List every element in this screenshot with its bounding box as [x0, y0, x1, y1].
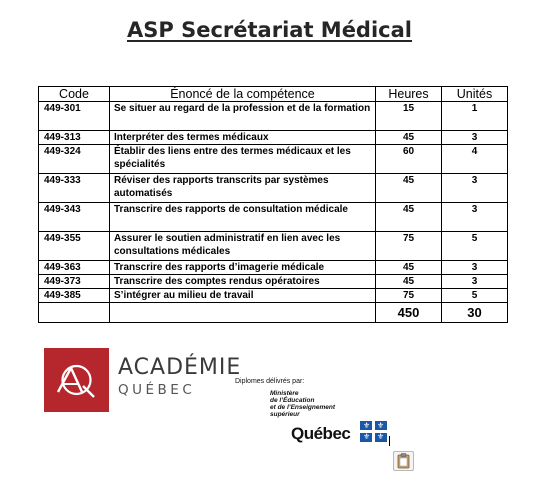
table-row — [39, 102, 508, 131]
row-statement: Assurer le soutien administratif en lien avec les consultations médicales — [110, 232, 376, 261]
ministry-line: de l’Éducation — [270, 397, 315, 404]
total-empty-code — [39, 303, 110, 323]
table-total-row — [39, 303, 508, 323]
row-units: 5 — [442, 289, 508, 303]
logo-name: ACADÉMIE — [118, 355, 242, 380]
table-row — [39, 145, 508, 174]
table-row — [39, 131, 508, 145]
row-hours: 75 — [376, 289, 442, 303]
aq-monogram-icon — [44, 348, 109, 412]
row-hours: 75 — [376, 232, 442, 261]
table-row — [39, 174, 508, 203]
header-statement: Énoncé de la compétence — [110, 87, 376, 102]
table-row — [39, 232, 508, 261]
row-hours: 45 — [376, 203, 442, 232]
row-units: 3 — [442, 261, 508, 275]
table-header-row — [39, 87, 508, 102]
row-units: 3 — [442, 203, 508, 232]
ministry-name — [270, 390, 335, 418]
diplomas-delivered-label: Diplomes délivrés par: — [235, 378, 305, 385]
row-units: 3 — [442, 131, 508, 145]
row-code: 449-343 — [39, 203, 110, 232]
header-hours: Heures — [376, 87, 442, 102]
row-code: 449-333 — [39, 174, 110, 203]
fleur-de-lis-icon: ⚜ — [363, 432, 371, 441]
fleur-de-lis-icon: ⚜ — [363, 421, 371, 430]
header-code: Code — [39, 87, 110, 102]
quebec-flag-icon — [360, 421, 387, 442]
competency-table — [38, 86, 508, 323]
clipboard-icon — [394, 452, 413, 470]
row-hours: 15 — [376, 102, 442, 131]
clipboard-paste-icon[interactable] — [393, 451, 414, 471]
fleur-de-lis-icon: ⚜ — [377, 421, 385, 430]
row-statement: Établir des liens entre des termes médicaux et les spécialités — [110, 145, 376, 174]
fleur-de-lis-icon: ⚜ — [377, 432, 385, 441]
row-statement: Transcrire des rapports de consultation médicale — [110, 203, 376, 232]
row-units: 5 — [442, 232, 508, 261]
logo-subtitle: QUÉBEC — [118, 382, 196, 398]
table-row — [39, 289, 508, 303]
ministry-line: supérieur — [270, 411, 300, 418]
row-statement: Se situer au regard de la profession et de la formation — [110, 102, 376, 131]
row-code: 449-355 — [39, 232, 110, 261]
text-cursor — [389, 436, 390, 446]
row-code: 449-385 — [39, 289, 110, 303]
ministry-line: Ministère — [270, 390, 299, 397]
document-title: ASP Secrétariat Médical — [127, 18, 412, 42]
row-hours: 45 — [376, 131, 442, 145]
row-code: 449-373 — [39, 275, 110, 289]
row-hours: 45 — [376, 261, 442, 275]
total-hours: 450 — [376, 303, 442, 323]
row-code: 449-324 — [39, 145, 110, 174]
header-units: Unités — [442, 87, 508, 102]
academie-logo-icon — [44, 348, 109, 412]
table-row — [39, 261, 508, 275]
row-units: 3 — [442, 174, 508, 203]
row-statement: Transcrire des rapports d’imagerie médicale — [110, 261, 376, 275]
row-statement: S’intégrer au milieu de travail — [110, 289, 376, 303]
row-code: 449-301 — [39, 102, 110, 131]
row-units: 1 — [442, 102, 508, 131]
total-empty-statement — [110, 303, 376, 323]
table-row — [39, 203, 508, 232]
row-hours: 60 — [376, 145, 442, 174]
row-statement: Interpréter des termes médicaux — [110, 131, 376, 145]
quebec-wordmark: Québec — [291, 424, 351, 443]
row-units: 3 — [442, 275, 508, 289]
row-units: 4 — [442, 145, 508, 174]
ministry-line: et de l’Enseignement — [270, 404, 336, 411]
row-code: 449-313 — [39, 131, 110, 145]
row-code: 449-363 — [39, 261, 110, 275]
row-hours: 45 — [376, 275, 442, 289]
total-units: 30 — [442, 303, 508, 323]
row-statement: Réviser des rapports transcrits par systèmes automatisés — [110, 174, 376, 203]
table-row — [39, 275, 508, 289]
row-hours: 45 — [376, 174, 442, 203]
row-statement: Transcrire des comptes rendus opératoires — [110, 275, 376, 289]
